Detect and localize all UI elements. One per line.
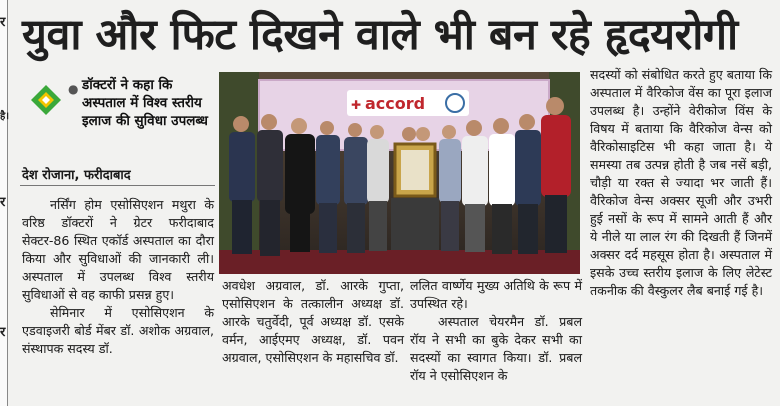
article-column-1 [22, 196, 214, 401]
divider [20, 185, 215, 186]
article-column-3 [410, 277, 582, 402]
edge-fragment: र [0, 325, 6, 340]
banner-brand: accord [365, 94, 426, 113]
accord-diamond-logo-icon [30, 84, 62, 116]
paragraph: ललित वार्ष्णेय मुख्य अतिथि के रूप में उपस्थित रहे। [410, 278, 582, 311]
dateline: देश रोजाना, फरीदाबाद [22, 168, 131, 183]
paragraph: नर्सिंग होम एसोसिएशन मथुरा के वरिष्ठ डॉक्टरों ने ग्रेटर फरीदाबाद सेक्टर-86 स्थित एकॉर्ड अस्पताल का दौरा किया और सुविधाओं की जानकारी ली। अस्पताल में उपलब्ध विश्व स्तरीय सुविधाओं से वह काफी प्रसन्न हुए। [22, 197, 214, 302]
paragraph: सेमिनार में एसोसिएशन के एडवाइजरी बोर्ड मेंबर डॉ. अशोक अग्रवाल, संस्थापक सदस्य डॉ. [22, 305, 214, 356]
paragraph: अवधेश अग्रवाल, डॉ. आरके गुप्ता, एसोसिएशन के तत्कालीन अध्यक्ष डॉ. आरके चतुर्वेदी, पूर्व अध्यक्ष डॉ. एसके वर्मन, आईएमए अध्यक्ष, डॉ. पवन अग्रवाल, एसोसिएशन के महासचिव डॉ. [222, 278, 404, 365]
edge-fragment: र [0, 15, 6, 30]
bullet-icon: ● [68, 82, 79, 96]
article-column-4 [590, 66, 772, 402]
paragraph: सदस्यों को संबोधित करते हुए बताया कि अस्पताल में वैरिकोज वेंस का पूरा इलाज उपलब्ध है। उन्होंने वेरीकोज विंस के विषय में बताया कि वैरिकोज वेन्स को वैरिकोसाइटिस भी कहा जाता है। ये समस्या तब उत्पन्न होती है जब नसें बड़ी, चौड़ी या रक्त से ज्यादा भर जाती हैं। वैरिकोज वेन्स अक्सर सूजी और उभरी हुई नसों के रूप में सामने आती हैं और ये नीले या लाल रंग की दिखती हैं जिनमें अक्सर दर्द महसूस होता है। अस्पताल में इसके उच्च स्तरीय इलाज के लिए लेटेस्ट तकनीक की वैस्कुलर लैब बनाई गई है। [590, 67, 772, 298]
adjacent-column-edge [0, 0, 8, 406]
group-photo-illustration [219, 72, 580, 274]
headline: युवा और फिट दिखने वाले भी बन रहे हृदयरोगी [22, 10, 738, 60]
svg-text:✚: ✚ [351, 98, 362, 112]
edge-fragment: र [0, 195, 6, 210]
subheadline: डॉक्टरों ने कहा कि अस्पताल में विश्व स्तरीय इलाज की सुविधा उपलब्ध [82, 77, 208, 129]
edge-fragment: है। [0, 111, 10, 122]
news-photo [219, 72, 580, 274]
article-column-2 [222, 277, 404, 402]
paragraph: अस्पताल चेयरमैन डॉ. प्रबल रॉय ने सभी का बुके देकर सभी का सदस्यों का स्वागत किया। डॉ. प्रबल रॉय ने एसोसिएशन के [410, 314, 582, 383]
